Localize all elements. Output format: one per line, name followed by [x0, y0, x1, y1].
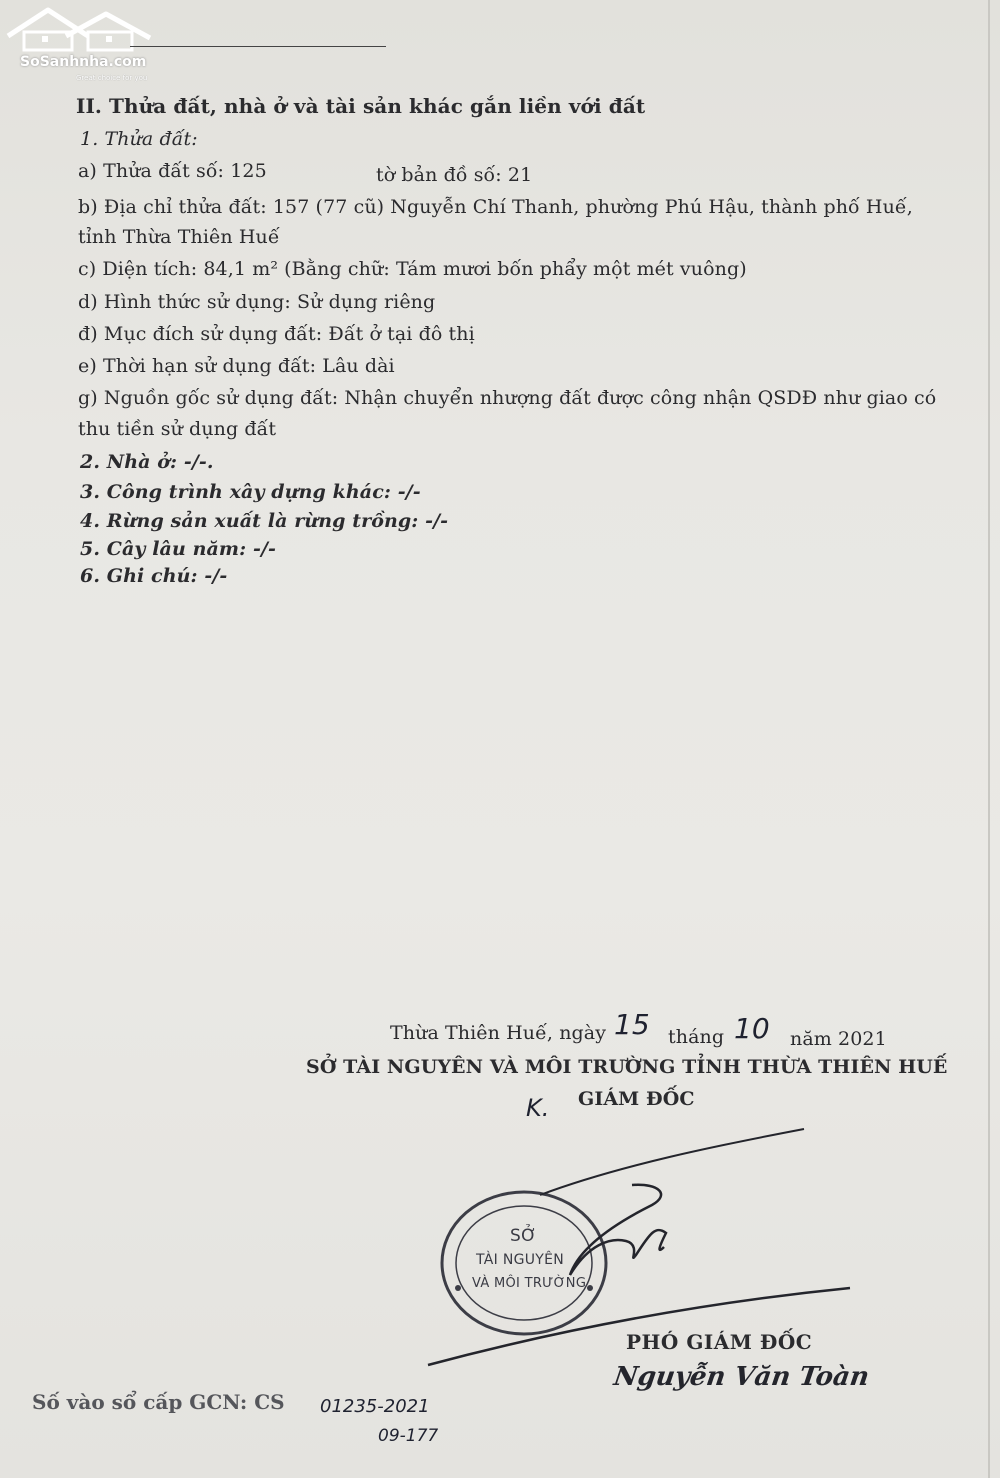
usage-term: e) Thời hạn sử dụng đất: Lâu dài — [78, 355, 395, 377]
parcel-address-line1: b) Địa chỉ thửa đất: 157 (77 cũ) Nguyễn Chí Thanh, phường Phú Hậu, thành phố Huế, — [78, 196, 913, 218]
signer-name: Nguyễn Văn Toàn — [611, 1362, 871, 1392]
perennial-trees-item: 5. Cây lâu năm: -/- — [80, 538, 276, 560]
page-edge-shadow — [988, 0, 990, 1478]
authority-title: GIÁM ĐỐC — [578, 1088, 695, 1110]
usage-purpose: đ) Mục đích sử dụng đất: Đất ở tại đô thị — [78, 323, 475, 345]
signing-year: năm 2021 — [790, 1028, 887, 1050]
signing-month: 10 — [734, 1012, 770, 1045]
registry-number-line2: 09-177 — [378, 1426, 439, 1446]
signing-day: 15 — [614, 1008, 650, 1041]
section-heading: II. Thửa đất, nhà ở và tài sản khác gắn liền với đất — [76, 94, 646, 118]
other-works-item: 3. Công trình xây dựng khác: -/- — [80, 481, 421, 503]
signing-place-date: Thừa Thiên Huế, ngày — [390, 1022, 607, 1044]
watermark-logo — [6, 4, 156, 84]
registry-number-line1: 01235-2021 — [320, 1396, 430, 1417]
house-item: 2. Nhà ở: -/-. — [80, 451, 214, 473]
notes-item: 6. Ghi chú: -/- — [80, 565, 228, 587]
top-rule — [130, 46, 386, 47]
watermark-brand: SoSanhnha.com — [20, 54, 147, 70]
parcel-number: a) Thửa đất số: 125 — [78, 160, 267, 182]
seal-line-2: TÀI NGUYÊN — [476, 1252, 565, 1268]
usage-origin-line2: thu tiền sử dụng đất — [78, 418, 277, 440]
map-sheet-number: tờ bản đồ số: 21 — [376, 164, 533, 186]
authority-prefix: K. — [526, 1094, 550, 1122]
production-forest-item: 4. Rừng sản xuất là rừng trồng: -/- — [80, 510, 449, 532]
parcel-area: c) Diện tích: 84,1 m² (Bằng chữ: Tám mươi bốn phẩy một mét vuông) — [78, 258, 747, 280]
registry-label: Số vào sổ cấp GCN: CS — [32, 1390, 285, 1414]
signer-title: PHÓ GIÁM ĐỐC — [626, 1330, 813, 1354]
watermark-tagline: Great choice for you — [76, 74, 148, 82]
seal-line-1: SỞ — [510, 1226, 537, 1246]
usage-form: d) Hình thức sử dụng: Sử dụng riêng — [78, 291, 436, 313]
signing-month-label: tháng — [668, 1026, 725, 1048]
seal-line-3: VÀ MÔI TRƯỜNG — [472, 1276, 587, 1291]
issuing-department: SỞ TÀI NGUYÊN VÀ MÔI TRƯỜNG TỈNH THỪA THIÊN HUẾ — [306, 1056, 948, 1078]
usage-origin-line1: g) Nguồn gốc sử dụng đất: Nhận chuyển nhượng đất được công nhận QSDĐ như giao có — [78, 387, 937, 409]
land-title: 1. Thửa đất: — [80, 128, 198, 150]
parcel-address-line2: tỉnh Thừa Thiên Huế — [78, 226, 280, 248]
